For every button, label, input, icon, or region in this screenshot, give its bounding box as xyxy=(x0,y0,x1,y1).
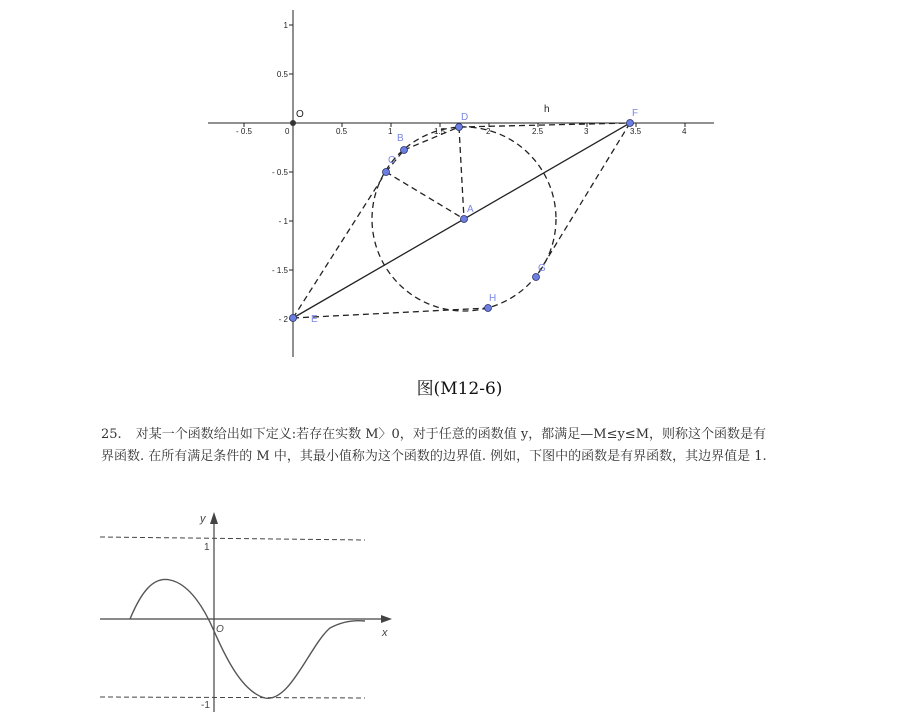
bounded-function-graph xyxy=(0,500,420,720)
point-a xyxy=(461,216,468,223)
y-tick-label: - 1 xyxy=(278,217,288,226)
y-tick-label: - 0.5 xyxy=(271,168,288,177)
problem-25 xyxy=(101,424,771,468)
y-top-label: 1 xyxy=(204,542,210,553)
point-b xyxy=(401,147,408,154)
x-tick-label: 3 xyxy=(584,127,589,136)
x-tick-label: 0 xyxy=(285,127,290,136)
y-bottom-label: -1 xyxy=(201,700,210,711)
h-label: h xyxy=(544,104,550,115)
x-tick-label: 1.5 xyxy=(434,127,446,136)
point-label-b: B xyxy=(397,133,404,144)
point-label-d: D xyxy=(461,112,469,123)
y-tick-label: - 2 xyxy=(278,315,288,324)
origin-point xyxy=(290,120,296,126)
x-tick-label: 2.5 xyxy=(532,127,544,136)
x-tick-label: 1 xyxy=(388,127,393,136)
y-tick-label: - 1.5 xyxy=(271,266,288,275)
function-curve xyxy=(130,579,365,698)
point-label-e: E xyxy=(311,314,318,325)
lower-bound-line xyxy=(100,697,365,698)
x-tick-label: 2 xyxy=(486,127,491,136)
point-label-g: G xyxy=(538,263,546,274)
point-h xyxy=(485,305,492,312)
point-label-a: A xyxy=(467,204,474,215)
origin-label: O xyxy=(216,624,224,635)
point-f xyxy=(627,120,634,127)
point-g xyxy=(533,274,540,281)
point-d xyxy=(456,124,463,131)
y-axis-ticks xyxy=(289,25,293,319)
x-axis-arrow xyxy=(381,615,392,623)
y-tick-label: 0.5 xyxy=(276,70,288,79)
upper-bound-line xyxy=(100,537,365,540)
x-axis-label: x xyxy=(382,627,388,639)
problem-text: 对某一个函数给出如下定义:若存在实数 M〉0，对于任意的函数值 y，都满足—M≤y≤M，则称这个函数是有界函数. 在所有满足条件的 M 中，其最小值称为这个函数的边界值. 例如，下图中的函数是有界函数，其边界值是 1. xyxy=(101,427,767,464)
y-axis-label: y xyxy=(200,513,206,525)
point-label-c: C xyxy=(388,155,396,166)
x-tick-label: 3.5 xyxy=(630,127,642,136)
figure-caption: 图(M12-6) xyxy=(416,379,503,399)
x-tick-label: 0.5 xyxy=(336,127,348,136)
origin-label: O xyxy=(296,109,304,120)
problem-number: 25. xyxy=(101,427,122,442)
point-e xyxy=(290,315,297,322)
y-axis-arrow xyxy=(210,512,218,524)
point-label-h: H xyxy=(489,293,497,304)
point-c xyxy=(383,169,390,176)
point-label-f: F xyxy=(632,108,639,119)
x-tick-label: 4 xyxy=(682,127,687,136)
x-tick-label: - 0.5 xyxy=(236,127,253,136)
y-tick-label: 1 xyxy=(283,21,288,30)
